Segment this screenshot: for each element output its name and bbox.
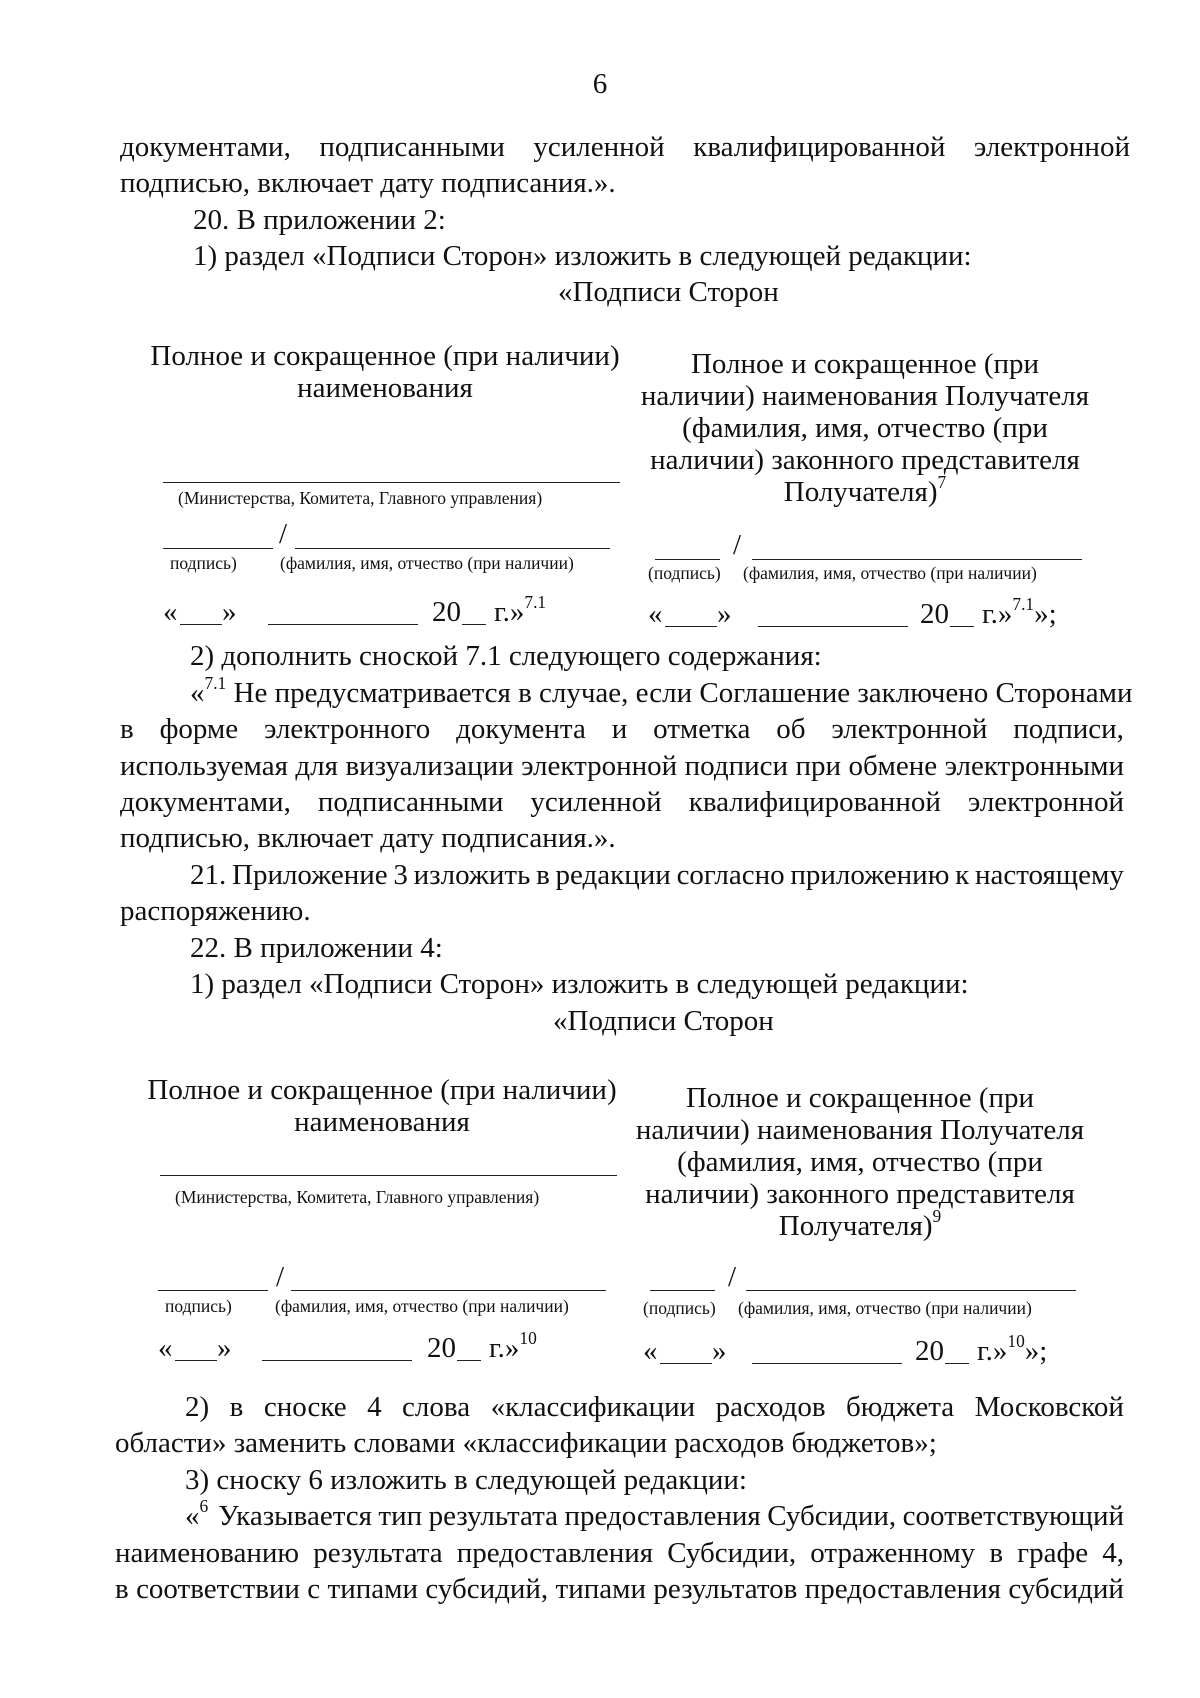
word: Субсидии,: [667, 1537, 797, 1569]
word: электронной: [831, 713, 988, 745]
signatures-title-2: «Подписи Сторон: [553, 1005, 774, 1037]
footnote-7-1-open: «: [190, 677, 205, 709]
sig2-right-day-line[interactable]: [660, 1363, 712, 1364]
word: подписи: [684, 750, 789, 782]
intro-line-2: подписью, включает дату подписания.».: [120, 167, 616, 199]
sig2-left-date-g: [489, 1327, 537, 1364]
sig1-right-title-line-4: наличии) законного представителя: [650, 444, 1080, 476]
word: субсидий,: [425, 1573, 549, 1605]
sig1-org-line[interactable]: [163, 482, 620, 483]
sig1-right-title-line-1: Полное и сокращенное (при: [690, 348, 1040, 380]
sig2-right-date-open: «: [643, 1335, 658, 1367]
sig1-org-caption: (Министерства, Комитета, Главного управления): [178, 488, 543, 508]
sig1-right-date-g: [982, 593, 1057, 630]
word: 4: [367, 1391, 382, 1423]
sig2-org-line[interactable]: [160, 1175, 617, 1176]
footnote-7-1-line-2: [120, 713, 1124, 745]
word: приложению: [790, 859, 950, 891]
section-22-item-2-line-1: [185, 1391, 1124, 1423]
sig2-left-day-line[interactable]: [175, 1360, 217, 1361]
word: при: [795, 750, 842, 782]
section-20-item-2: 2) дополнить сноской 7.1 следующего содержания:: [190, 640, 822, 672]
word: соответствующий: [902, 1500, 1124, 1532]
word: Приложение: [232, 859, 388, 891]
sig2-right-date-g-text: г.»: [977, 1335, 1008, 1367]
sig1-right-year-line[interactable]: [950, 626, 974, 627]
word: расходов: [715, 1391, 826, 1423]
sig2-right-signature-line[interactable]: [650, 1290, 715, 1291]
sig1-right-name-line[interactable]: [752, 559, 1082, 560]
word: электронного: [264, 713, 431, 745]
sig1-left-name-caption: (фамилия, имя, отчество (при наличии): [280, 553, 574, 573]
word: 21.: [190, 859, 227, 891]
footnote-7-1-line-1: [190, 672, 1133, 709]
word: типами: [327, 1573, 418, 1605]
sig1-left-signature-line[interactable]: [163, 548, 273, 549]
word: с: [307, 1573, 321, 1605]
sig1-right-day-line[interactable]: [665, 626, 717, 627]
word: форме: [159, 713, 239, 745]
sig1-left-date-g-text: г.»: [494, 596, 525, 628]
word: бюджета: [846, 1391, 955, 1423]
section-20-item-1: 1) раздел «Подписи Сторон» изложить в следующей редакции:: [193, 240, 972, 272]
word: результата: [313, 1537, 443, 1569]
word: предоставления: [804, 1573, 1002, 1605]
sig2-right-year-line[interactable]: [945, 1363, 969, 1364]
word: согласно: [676, 859, 785, 891]
sig2-left-sign-caption: подпись): [165, 1296, 232, 1316]
word: отметка: [653, 713, 751, 745]
word: визуализации: [345, 750, 514, 782]
word: изложить: [413, 859, 531, 891]
sig2-right-title-text: Получателя): [778, 1210, 933, 1242]
sig1-right-year: 20: [920, 598, 949, 630]
word: типами: [555, 1573, 646, 1605]
sig1-right-date-open: «: [648, 598, 663, 630]
sig1-right-title: [630, 348, 1100, 508]
sig2-left-title: [147, 1074, 617, 1138]
sig2-right-date-close: »: [712, 1335, 727, 1367]
sig2-left-title-line-1: Полное и сокращенное (при наличии): [147, 1074, 617, 1106]
footnote-6-line-1: [185, 1495, 1124, 1532]
sig1-left-sign-caption: подпись): [170, 553, 237, 573]
footnote-6-open: «: [185, 1500, 200, 1532]
sig2-right-name-caption: (фамилия, имя, отчество (при наличии): [738, 1298, 1032, 1318]
intro-line-1: [120, 131, 1130, 163]
sig1-right-title-line-5: [630, 471, 1100, 508]
section-21-line-1: [190, 859, 1124, 891]
sig1-right-date-close: »: [717, 598, 732, 630]
sig2-left-year: 20: [427, 1332, 456, 1364]
word: сноске: [263, 1391, 347, 1423]
sig2-left-slash: /: [276, 1261, 285, 1293]
sig2-right-title: [625, 1082, 1095, 1242]
sig2-left-date-open: «: [158, 1332, 173, 1364]
section-22-item-1: 1) раздел «Подписи Сторон» изложить в следующей редакции:: [190, 968, 969, 1000]
section-20-heading: 20. В приложении 2:: [193, 204, 446, 236]
sig1-right-sign-caption: (подпись): [648, 563, 721, 583]
sig2-right-title-line-3: (фамилия, имя, отчество (при: [677, 1146, 1043, 1178]
sig1-left-title-line-1: Полное и сокращенное (при наличии): [150, 340, 620, 372]
section-22-heading: 22. В приложении 4:: [190, 932, 443, 964]
word: подписи,: [1013, 713, 1124, 745]
sig2-right-title-line-1: Полное и сокращенное (при: [685, 1082, 1035, 1114]
sig2-right-name-line[interactable]: [746, 1290, 1076, 1291]
word: в: [536, 859, 550, 891]
sig1-left-date-open: «: [163, 596, 178, 628]
sig2-left-date-g-text: г.»: [489, 1332, 520, 1364]
sig1-left-title: [150, 340, 620, 404]
word: 2): [185, 1391, 210, 1423]
sig1-right-name-caption: (фамилия, имя, отчество (при наличии): [743, 563, 1037, 583]
word: квалифицированной: [688, 786, 941, 818]
word: электронной: [967, 786, 1124, 818]
footnote-6-line-1-words: [218, 1500, 1124, 1532]
word: в: [229, 1391, 244, 1423]
footnote-ref-10: 10: [519, 1327, 537, 1348]
footnote-ref-7-1b: 7.1: [1012, 593, 1035, 614]
word: документами,: [120, 131, 291, 163]
section-22-item-2-line-2: области» заменить словами «классификации расходов бюджетов»;: [115, 1427, 937, 1459]
sig1-right-date-tail: »;: [1034, 598, 1057, 630]
sig1-right-month-line[interactable]: [758, 626, 908, 627]
sig2-right-date-tail: »;: [1024, 1335, 1048, 1367]
footnote-7-1-line-4: [120, 786, 1124, 818]
word: Московской: [974, 1391, 1124, 1423]
word: тип: [378, 1500, 423, 1532]
word: квалифицированной: [693, 131, 946, 163]
sig2-right-title-line-5: [625, 1205, 1095, 1242]
word: и: [611, 713, 628, 745]
sig1-right-signature-line[interactable]: [655, 559, 720, 560]
sig2-left-month-line[interactable]: [262, 1360, 412, 1361]
footnote-7-1-line-5: подписью, включает дату подписания.».: [120, 822, 616, 854]
footnote-7-1-marker: 7.1: [204, 672, 227, 693]
sig1-right-title-line-2: наличии) наименования Получателя: [640, 380, 1090, 412]
word: 4,: [1102, 1537, 1124, 1569]
sig1-left-date-close: »: [222, 596, 237, 628]
sig2-right-slash: /: [728, 1261, 737, 1293]
footnote-ref-9: 9: [932, 1205, 942, 1226]
word: Субсидии,: [767, 1500, 897, 1532]
sig2-left-title-line-2: наименования: [294, 1106, 470, 1138]
sig1-right-title-line-3: (фамилия, имя, отчество (при: [682, 412, 1048, 444]
footnote-6-lead: [185, 1495, 209, 1532]
sig2-right-month-line[interactable]: [752, 1363, 902, 1364]
word: для: [295, 750, 338, 782]
word: усиленной: [533, 131, 665, 163]
sig2-left-name-caption: (фамилия, имя, отчество (при наличии): [275, 1296, 569, 1316]
footnote-ref-7-1: 7.1: [524, 591, 547, 612]
signatures-title-1: «Подписи Сторон: [558, 276, 779, 308]
word: предоставления: [456, 1537, 654, 1569]
word: документа: [456, 713, 586, 745]
section-21-line-2: распоряжению.: [120, 895, 311, 927]
sig1-left-title-line-2: наименования: [297, 372, 473, 404]
sig1-left-year-line[interactable]: [462, 624, 486, 625]
footnote-ref-7: 7: [937, 471, 947, 492]
word: наименованию: [115, 1537, 300, 1569]
word: об: [776, 713, 806, 745]
word: обмене: [848, 750, 938, 782]
footnote-6-line-2: [115, 1537, 1124, 1569]
sig1-left-year: 20: [432, 596, 461, 628]
word: редакции: [555, 859, 671, 891]
word: субсидий: [1008, 1573, 1124, 1605]
sig2-left-name-line[interactable]: [291, 1290, 606, 1291]
section-22-item-3: 3) сноску 6 изложить в следующей редакции:: [185, 1464, 747, 1496]
footnote-6-line-3: [115, 1573, 1124, 1605]
footnote-7-1-text: Не предусматривается в случае, если Соглашение заключено Сторонами: [226, 677, 1133, 709]
sig2-left-signature-line[interactable]: [158, 1290, 268, 1291]
word: графе: [1017, 1537, 1089, 1569]
word: электронной: [521, 750, 678, 782]
sig1-right-date-g-text: г.»: [982, 598, 1013, 630]
sig1-left-month-line[interactable]: [268, 624, 418, 625]
sig1-left-slash: /: [279, 518, 288, 550]
word: в: [115, 1573, 129, 1605]
sig1-right-slash: /: [733, 529, 742, 561]
word: электронной: [973, 131, 1130, 163]
word: в: [989, 1537, 1004, 1569]
word: усиленной: [530, 786, 662, 818]
footnote-7-1-line-3: [120, 750, 1124, 782]
word: «классификации: [490, 1391, 696, 1423]
word: к: [955, 859, 970, 891]
word: подписанными: [317, 786, 504, 818]
sig2-left-date-close: »: [217, 1332, 232, 1364]
word: слова: [402, 1391, 471, 1423]
sig2-org-caption: (Министерства, Комитета, Главного управления): [175, 1187, 540, 1207]
sig2-right-title-line-4: наличии) законного представителя: [645, 1178, 1075, 1210]
word: в: [120, 713, 134, 745]
word: документами,: [120, 786, 291, 818]
word: отраженному: [810, 1537, 976, 1569]
sig2-right-year: 20: [915, 1335, 944, 1367]
word: электронными: [944, 750, 1124, 782]
word: 3: [393, 859, 408, 891]
sig2-right-title-line-2: наличии) наименования Получателя: [635, 1114, 1085, 1146]
sig1-left-day-line[interactable]: [180, 624, 222, 625]
sig2-left-year-line[interactable]: [457, 1360, 481, 1361]
word: используемая: [120, 750, 288, 782]
word: соответствии: [136, 1573, 300, 1605]
word: настоящему: [974, 859, 1124, 891]
word: подписанными: [319, 131, 505, 163]
footnote-ref-10b: 10: [1007, 1330, 1025, 1351]
sig2-right-date-g: [977, 1330, 1048, 1367]
sig1-left-date-g: [494, 591, 547, 628]
page-number: 6: [592, 68, 608, 100]
word: результатов: [653, 1573, 798, 1605]
sig2-right-sign-caption: (подпись): [643, 1298, 716, 1318]
sig1-left-name-line[interactable]: [295, 548, 610, 549]
word: предоставления: [564, 1500, 761, 1532]
word: Указывается: [218, 1500, 372, 1532]
footnote-6-marker: 6: [199, 1495, 209, 1516]
sig1-right-title-text: Получателя): [783, 476, 938, 508]
word: результата: [428, 1500, 559, 1532]
